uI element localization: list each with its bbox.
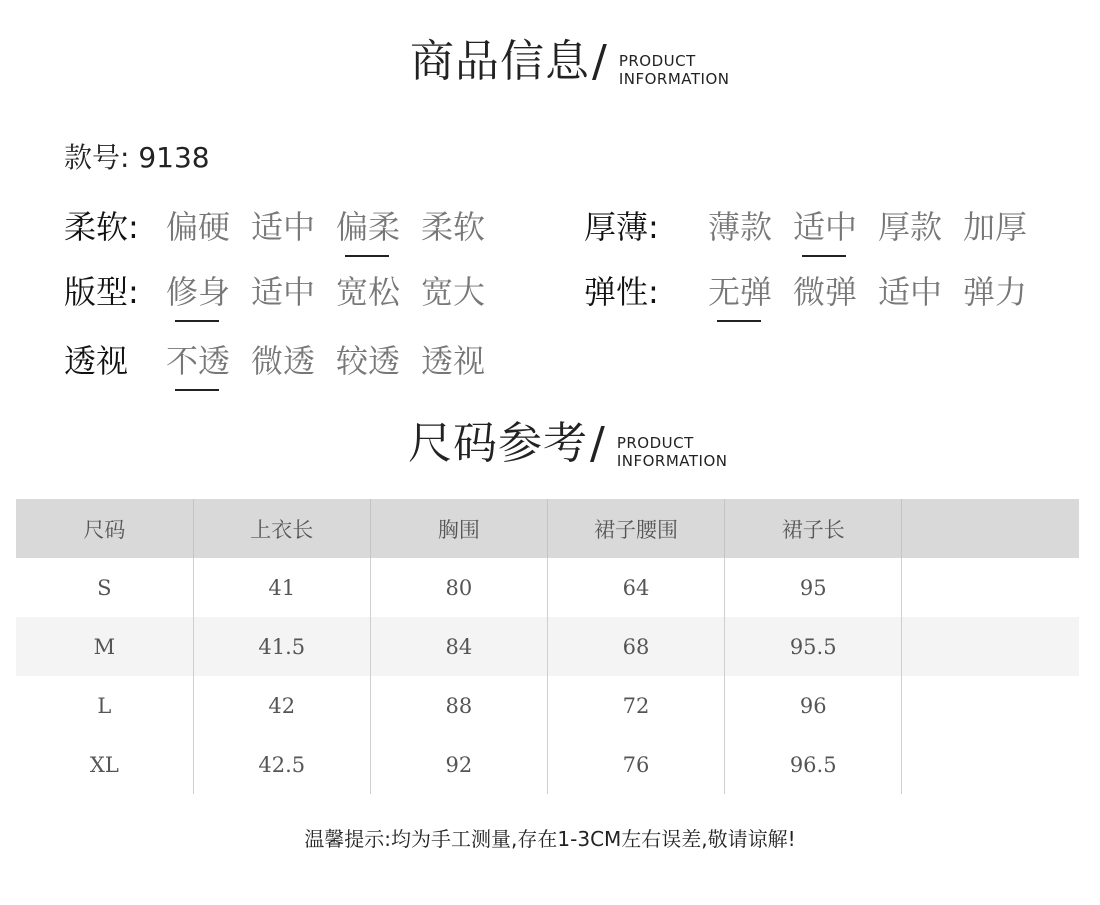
- attr-option: 加厚: [963, 208, 1028, 246]
- table-cell: 96.5: [725, 735, 902, 794]
- style-number-value: 9138: [138, 141, 210, 174]
- table-cell: 42: [193, 676, 370, 735]
- size-reference-title-en: [617, 434, 728, 470]
- attr-option: 微弹: [793, 273, 858, 311]
- size-reference-title: [408, 418, 728, 470]
- table-cell: 41.5: [193, 617, 370, 676]
- table-cell: [902, 676, 1079, 735]
- attr-label: 柔软:: [64, 208, 139, 246]
- table-cell: 96: [725, 676, 902, 735]
- table-row: [16, 735, 1079, 794]
- attr-label: 透视: [64, 342, 129, 380]
- attr-label: 版型:: [64, 273, 139, 311]
- attr-elasticity: [584, 272, 1048, 312]
- attr-option: 适中: [878, 273, 943, 311]
- style-number: [64, 136, 210, 176]
- attr-softness: [64, 207, 506, 247]
- header-size: 尺码: [16, 499, 193, 558]
- attr-option: 偏硬: [166, 208, 231, 246]
- header-top-length: 上衣长: [193, 499, 370, 558]
- table-cell: 92: [370, 735, 547, 794]
- table-cell: S: [16, 558, 193, 617]
- attr-label: 厚薄:: [584, 208, 659, 246]
- attr-option: 厚款: [878, 208, 943, 246]
- size-table: [16, 499, 1079, 794]
- header-bust: 胸围: [370, 499, 547, 558]
- attr-option: 适中: [251, 208, 316, 246]
- table-cell: [902, 558, 1079, 617]
- table-cell: 88: [370, 676, 547, 735]
- attr-option: 适中: [793, 207, 878, 247]
- title-en-line2: INFORMATION: [616, 452, 728, 470]
- attr-option: 透视: [421, 342, 486, 380]
- table-cell: 41: [193, 558, 370, 617]
- attr-option: 薄款: [708, 208, 773, 246]
- attr-label: 弹性:: [584, 273, 659, 311]
- table-cell: XL: [16, 735, 193, 794]
- product-info-title-cn: 商品信息: [410, 36, 590, 87]
- table-cell: [902, 735, 1079, 794]
- product-info-title-en: [619, 52, 730, 88]
- attr-option: 弹力: [963, 273, 1028, 311]
- attr-option: 修身: [166, 272, 251, 312]
- attr-option: 不透: [166, 341, 251, 381]
- table-cell: 42.5: [193, 735, 370, 794]
- table-cell: 95.5: [725, 617, 902, 676]
- title-slash: /: [590, 418, 605, 469]
- title-en-line1: PRODUCT: [618, 52, 696, 70]
- attr-option: 柔软: [421, 208, 486, 246]
- attr-option: 较透: [336, 342, 401, 380]
- header-skirt-waist: 裙子腰围: [547, 499, 724, 558]
- style-number-label: 款号:: [64, 141, 130, 174]
- size-reference-title-cn: 尺码参考: [408, 418, 588, 469]
- attr-option: 宽大: [421, 273, 486, 311]
- table-cell: 84: [370, 617, 547, 676]
- header-empty: [902, 499, 1079, 558]
- table-cell: L: [16, 676, 193, 735]
- table-cell: [902, 617, 1079, 676]
- table-row: [16, 558, 1079, 617]
- attr-option: 适中: [251, 273, 316, 311]
- attr-option: 宽松: [336, 273, 401, 311]
- header-skirt-length: 裙子长: [725, 499, 902, 558]
- attr-option: 微透: [251, 342, 316, 380]
- table-cell: M: [16, 617, 193, 676]
- table-cell: 72: [547, 676, 724, 735]
- title-en-line2: INFORMATION: [618, 70, 730, 88]
- measurement-note: 温馨提示:均为手工测量,存在1-3CM左右误差,敬请谅解!: [304, 827, 796, 851]
- title-en-line1: PRODUCT: [616, 434, 694, 452]
- table-cell: 80: [370, 558, 547, 617]
- attr-sheerness: [64, 341, 506, 381]
- attr-fit: [64, 272, 506, 312]
- table-row: [16, 676, 1079, 735]
- attr-option: 偏柔: [336, 207, 421, 247]
- table-row: [16, 617, 1079, 676]
- title-slash: /: [592, 36, 607, 87]
- table-cell: 64: [547, 558, 724, 617]
- attr-option: 无弹: [708, 272, 793, 312]
- product-info-title: [410, 36, 730, 88]
- table-cell: 95: [725, 558, 902, 617]
- attr-thickness: [584, 207, 1048, 247]
- table-cell: 76: [547, 735, 724, 794]
- table-cell: 68: [547, 617, 724, 676]
- size-table-header-row: [16, 499, 1079, 558]
